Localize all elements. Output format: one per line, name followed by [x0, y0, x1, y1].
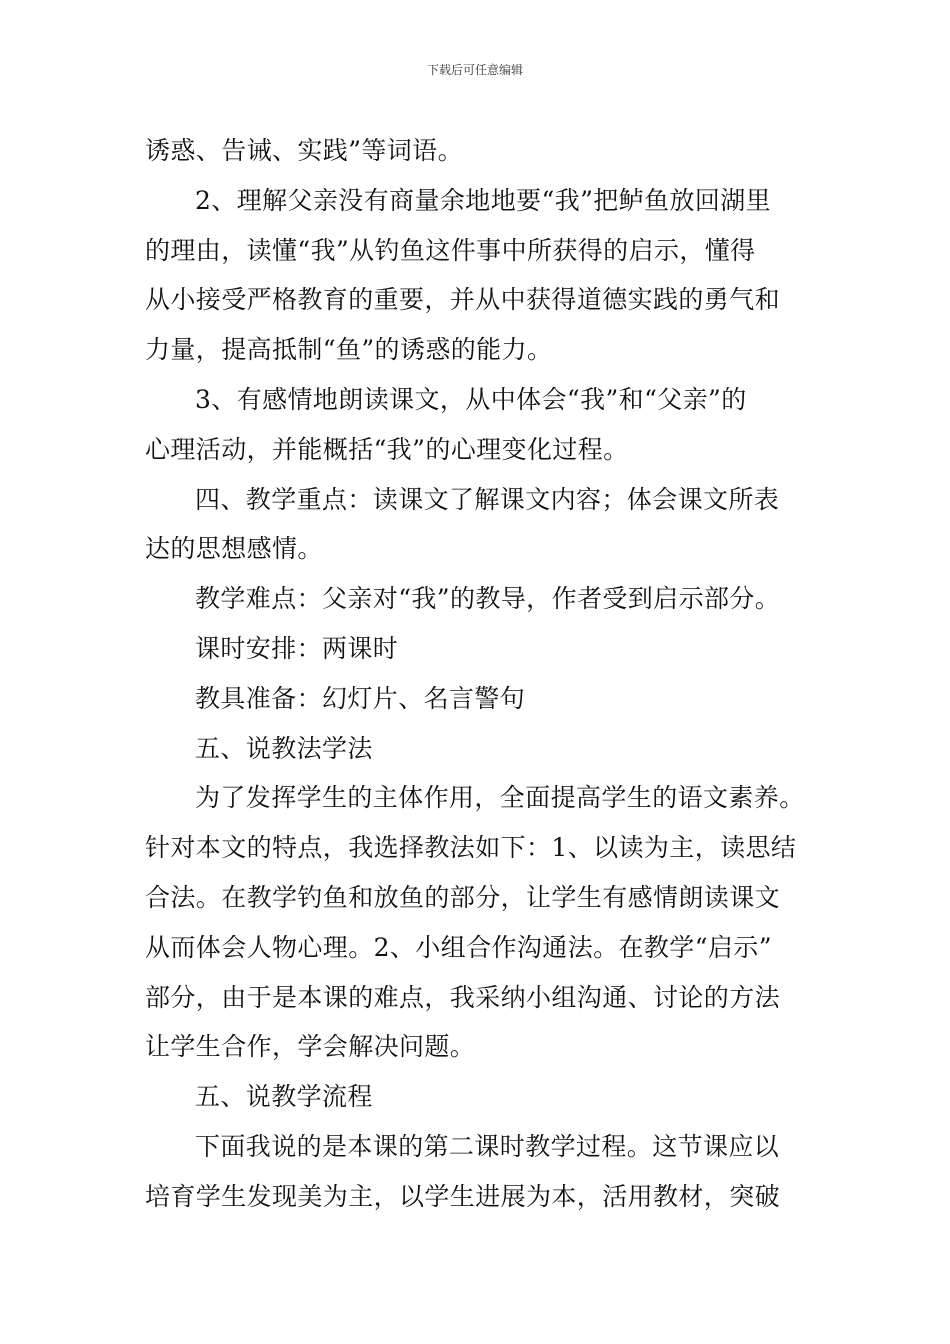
text-line: 的理由，读懂“我”从钓鱼这件事中所获得的启示，懂得	[145, 235, 756, 265]
document-body	[145, 126, 845, 1222]
text-line: 从而体会人物心理。2、小组合作沟通法。在教学“启示”	[145, 932, 772, 962]
text-line: 教学难点：父亲对“我”的教导，作者受到启示部分。	[195, 584, 781, 614]
text-line: 心理活动，并能概括“我”的心理变化过程。	[145, 434, 629, 464]
section-heading: 五、说教法学法	[195, 733, 373, 763]
text-line: 为了发挥学生的主体作用，全面提高学生的语文素养。	[195, 783, 805, 813]
text-line: 诱惑、告诫、实践”等词语。	[145, 136, 463, 165]
page-header: 下载后可任意编辑	[426, 63, 523, 77]
text-line: 从小接受严格教育的重要，并从中获得道德实践的勇气和	[145, 285, 781, 315]
section-heading: 五、说教学流程	[195, 1082, 373, 1112]
text-line: 达的思想感情。	[145, 534, 323, 564]
text-line: 教具准备：幻灯片、名言警句	[195, 683, 526, 713]
text-line: 培育学生发现美为主，以学生进展为本，活用教材，突破	[145, 1181, 781, 1211]
text-line: 3、有感情地朗读课文，从中体会“我”和“父亲”的	[195, 384, 747, 414]
text-line: 四、教学重点：读课文了解课文内容；体会课文所表	[195, 484, 780, 514]
text-line: 让学生合作，学会解决问题。	[145, 1032, 476, 1062]
text-line: 下面我说的是本课的第二课时教学过程。这节课应以	[195, 1131, 780, 1161]
text-line: 2、理解父亲没有商量余地地要“我”把鲈鱼放回湖里	[195, 185, 772, 215]
text-line: 合法。在教学钓鱼和放鱼的部分，让学生有感情朗读课文	[145, 882, 781, 912]
text-line: 部分，由于是本课的难点，我采纳小组沟通、讨论的方法	[145, 982, 781, 1012]
text-line: 课时安排：两课时	[195, 633, 399, 663]
text-line: 力量，提高抵制“鱼”的诱惑的能力。	[145, 335, 553, 365]
text-line: 针对本文的特点，我选择教法如下：1、以读为主，读思结	[145, 833, 797, 863]
